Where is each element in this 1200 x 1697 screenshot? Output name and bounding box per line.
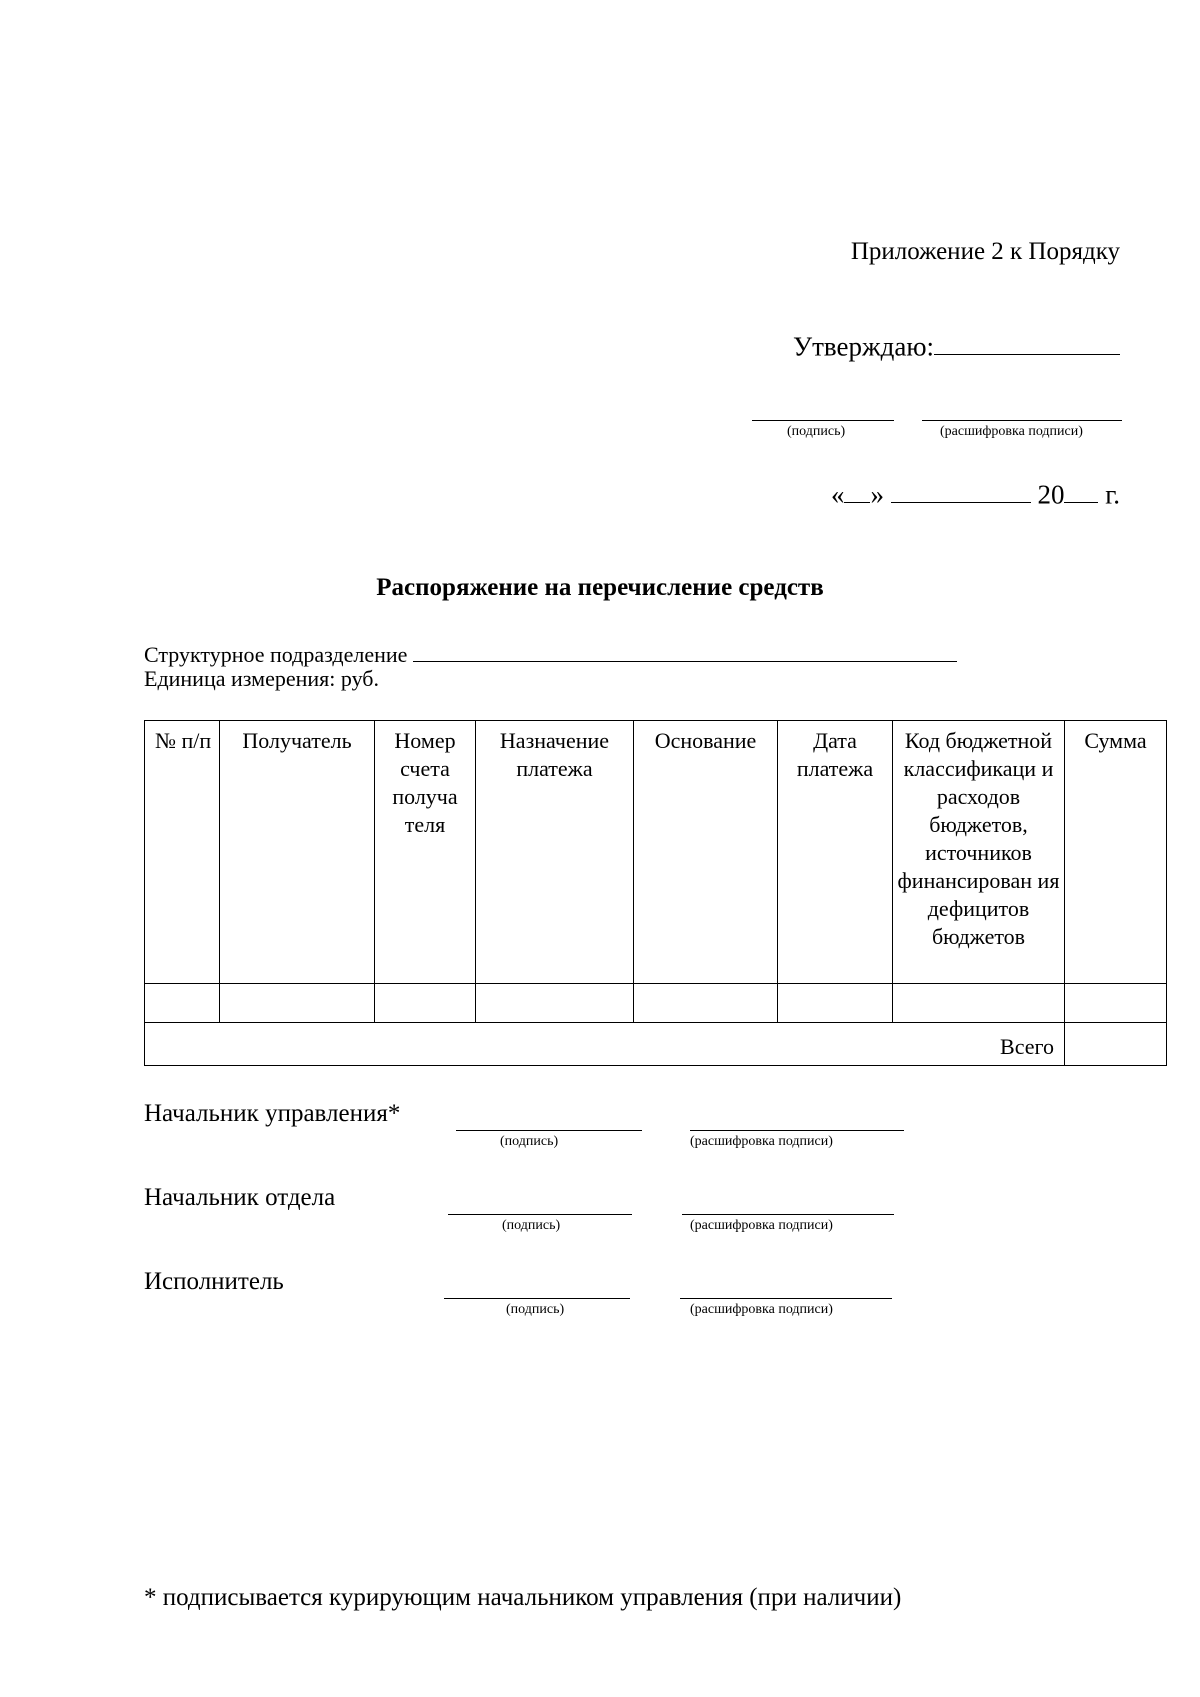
col-recipient-header: Получатель	[220, 721, 375, 984]
col-account-header: Номер счета получа теля	[375, 721, 476, 984]
col-purpose-header: Назначение платежа	[476, 721, 634, 984]
col-budget-code-header: Код бюджетной классификаци и расходов бюджетов, источников финансирован ия дефицитов бюджетов	[893, 721, 1065, 984]
date-open-quote: «	[830, 479, 845, 510]
payment-table	[144, 720, 1167, 1066]
sig-caption-executor: (подпись)	[506, 1302, 565, 1317]
cell-basis[interactable]	[634, 984, 778, 1023]
date-year-prefix: 20	[1037, 479, 1065, 510]
document-title: Распоряжение на перечисление средств	[376, 574, 824, 601]
total-label: Всего	[145, 1023, 1065, 1066]
table-row	[145, 984, 1167, 1023]
total-row	[145, 1023, 1167, 1066]
cell-budget-code[interactable]	[893, 984, 1065, 1023]
date-close-quote: »	[870, 479, 884, 510]
decode-caption-executor: (расшифровка подписи)	[690, 1302, 833, 1317]
approve-line	[793, 326, 1120, 362]
decode-line-head-of-department[interactable]	[690, 1130, 904, 1131]
unit-line: Единица измерения: руб.	[144, 666, 379, 691]
date-day-blank[interactable]	[844, 474, 870, 503]
sig-line-head-of-department[interactable]	[456, 1130, 642, 1131]
col-number-header: № п/п	[145, 721, 220, 984]
header-decode-caption: (расшифровка подписи)	[940, 424, 1083, 439]
sig-line-executor[interactable]	[444, 1298, 630, 1299]
cell-number[interactable]	[145, 984, 220, 1023]
division-blank[interactable]	[413, 638, 957, 662]
appendix-label: Приложение 2 к Порядку	[850, 238, 1120, 265]
sig-role-executor: Исполнитель	[144, 1268, 284, 1295]
header-signature-line[interactable]	[752, 420, 894, 421]
date-year-blank[interactable]	[1064, 474, 1098, 503]
cell-account[interactable]	[375, 984, 476, 1023]
division-label: Структурное подразделение	[144, 642, 408, 668]
decode-caption-head-of-department: (расшифровка подписи)	[690, 1134, 833, 1149]
decode-caption-head-of-division: (расшифровка подписи)	[690, 1218, 833, 1233]
date-month-blank[interactable]	[891, 474, 1031, 503]
approve-date	[831, 474, 1120, 510]
header-decode-line[interactable]	[922, 420, 1122, 421]
division-line	[144, 638, 957, 668]
sig-caption-head-of-division: (подпись)	[502, 1218, 561, 1233]
sig-line-head-of-division[interactable]	[448, 1214, 632, 1215]
cell-recipient[interactable]	[220, 984, 375, 1023]
sig-role-head-of-division: Начальник отдела	[144, 1184, 336, 1211]
table-header-row	[145, 721, 1167, 984]
col-date-header: Дата платежа	[778, 721, 893, 984]
decode-line-head-of-division[interactable]	[682, 1214, 894, 1215]
cell-purpose[interactable]	[476, 984, 634, 1023]
cell-date[interactable]	[778, 984, 893, 1023]
cell-sum[interactable]	[1065, 984, 1167, 1023]
col-basis-header: Основание	[634, 721, 778, 984]
sig-caption-head-of-department: (подпись)	[500, 1134, 559, 1149]
col-sum-header: Сумма	[1065, 721, 1167, 984]
total-sum-cell[interactable]	[1065, 1023, 1167, 1066]
date-year-suffix: г.	[1105, 479, 1120, 510]
header-signature-caption: (подпись)	[787, 424, 846, 439]
footnote: * подписывается курирующим начальником управления (при наличии)	[144, 1584, 902, 1611]
sig-role-head-of-department: Начальник управления*	[144, 1100, 401, 1127]
approve-label: Утверждаю:	[792, 331, 934, 362]
approve-blank[interactable]	[934, 326, 1120, 355]
decode-line-executor[interactable]	[680, 1298, 892, 1299]
